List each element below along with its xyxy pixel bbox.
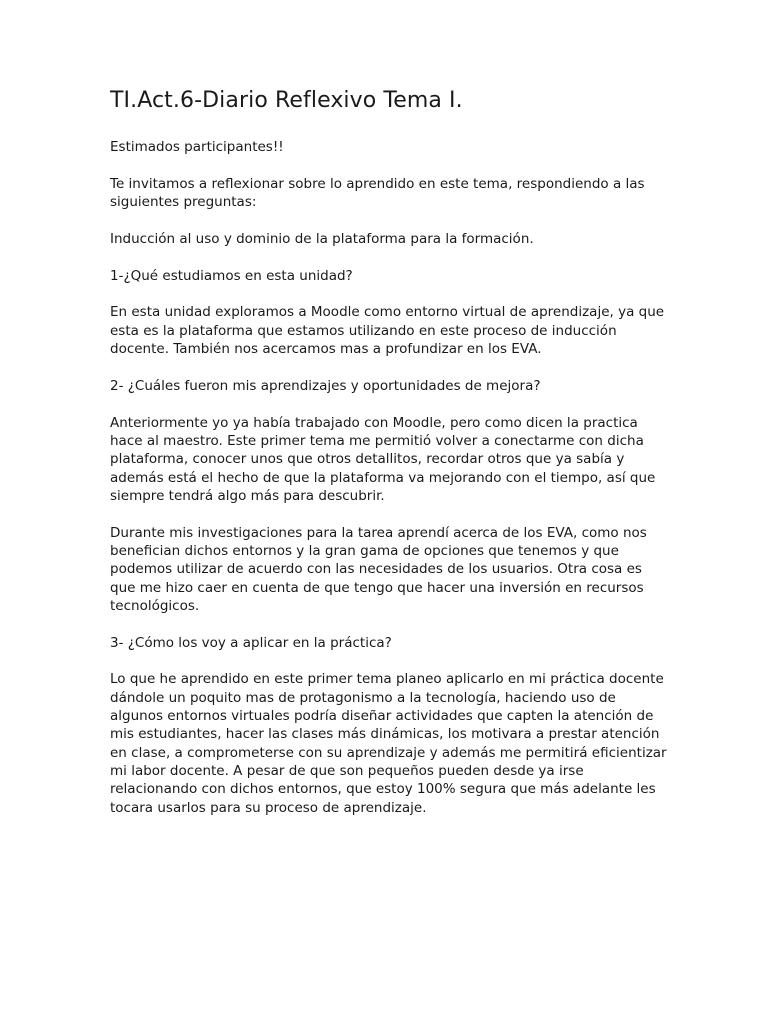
answer-3: Lo que he aprendido en este primer tema planeo aplicarlo en mi práctica docente dándole un poquito mas de protagonismo a la tecnología, haciendo uso de algunos entornos virtuales podría diseñar actividades que capten la atención de mis estudiantes, hacer las clases más dinámicas, los motivara a prestar atención en clase, a comprometerse con su aprendizaje y además me permitirá eficientizar mi labor docente. A pesar de que son pequeños pueden desde ya irse relacionando con dichos entornos, que estoy 100% segura que más adelante les tocara usarlos para su proceso de aprendizaje.	[110, 671, 667, 816]
greeting-paragraph: Estimados participantes!!	[110, 139, 284, 155]
question-1: 1-¿Qué estudiamos en esta unidad?	[110, 267, 353, 284]
answer-1: En esta unidad exploramos a Moodle como entorno virtual de aprendizaje, ya que esta es la plataforma que estamos utilizando en este proceso de inducción docente. También nos acercamos mas a profundizar en los EVA.	[110, 304, 665, 358]
topic-heading: Inducción al uso y dominio de la plataforma para la formación.	[110, 230, 534, 247]
answer-2-part-1: Anteriormente yo ya había trabajado con Moodle, pero como dicen la practica hace al maestro. Este primer tema me permitió volver a conectarme con dicha plataforma, conocer unos que otros detallitos, recordar otros que ya sabía y además está el hecho de que la plataforma va mejorando con el tiempo, así que siempre tendrá algo más para descubrir.	[110, 414, 656, 504]
question-3: 3- ¿Cómo los voy a aplicar en la práctica?	[110, 634, 392, 651]
document-title: TI.Act.6-Diario Reflexivo Tema I.	[110, 88, 463, 113]
answer-2-part-2: Durante mis investigaciones para la tarea aprendí acerca de los EVA, como nos benefician dichos entornos y la gran gama de opciones que tenemos y que podemos utilizar de acuerdo con las necesidades de los usuarios. Otra cosa es que me hizo caer en cuenta de que tengo que hacer una inversión en recursos tecnológicos.	[110, 524, 647, 614]
instruction-paragraph: Te invitamos a reflexionar sobre lo aprendido en este tema, respondiendo a las siguientes preguntas:	[110, 175, 645, 211]
document-page	[110, 86, 670, 835]
question-2: 2- ¿Cuáles fueron mis aprendizajes y oportunidades de mejora?	[110, 377, 541, 394]
